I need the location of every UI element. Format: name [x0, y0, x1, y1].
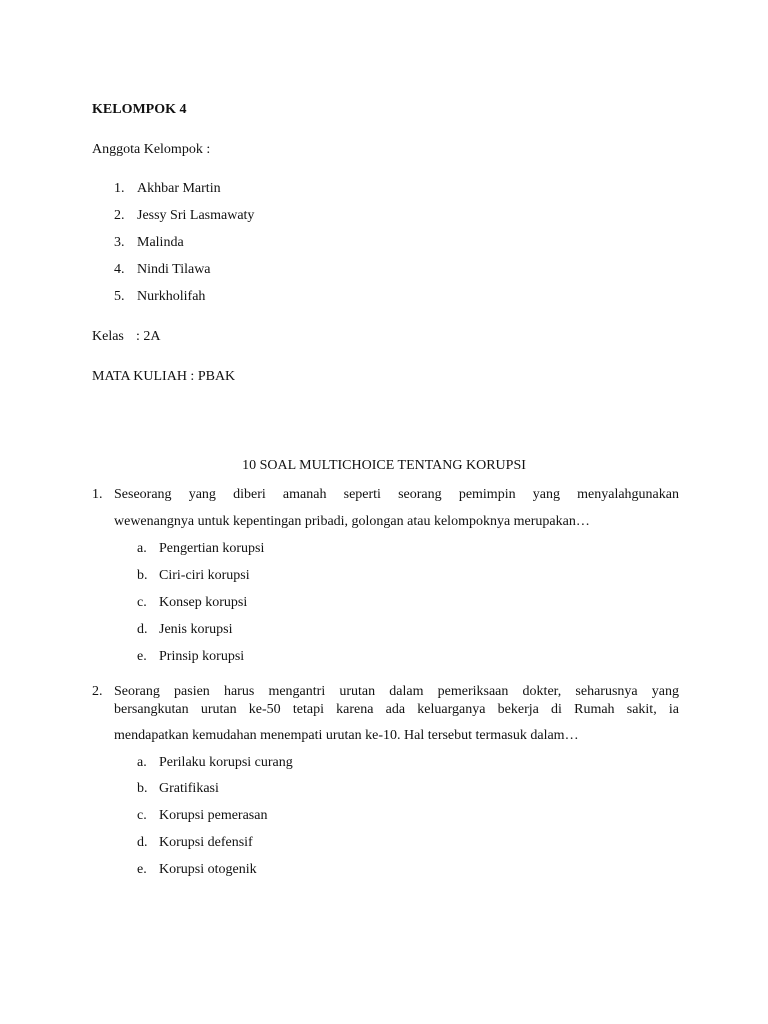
option-letter: d.: [137, 622, 148, 637]
option-letter: b.: [137, 781, 148, 796]
class-value: : 2A: [136, 329, 161, 344]
question-number: 2.: [92, 684, 103, 699]
class-label: Kelas: [92, 329, 124, 344]
option-letter: d.: [137, 835, 148, 850]
question-number: 1.: [92, 487, 103, 502]
member-number: 2.: [114, 208, 125, 223]
member-name: Malinda: [137, 235, 184, 250]
option-letter: c.: [137, 808, 147, 823]
member-number: 3.: [114, 235, 125, 250]
option-text: Gratifikasi: [159, 781, 219, 796]
option-text: Korupsi defensif: [159, 835, 253, 850]
option-text: Korupsi pemerasan: [159, 808, 268, 823]
member-number: 1.: [114, 181, 125, 196]
question-text-line: Seorang pasien harus mengantri urutan dalam pemeriksaan dokter, seharusnya yang: [114, 684, 679, 699]
option-text: Perilaku korupsi curang: [159, 755, 293, 770]
option-text: Korupsi otogenik: [159, 862, 257, 877]
member-name: Nindi Tilawa: [137, 262, 211, 277]
quiz-title: 10 SOAL MULTICHOICE TENTANG KORUPSI: [242, 458, 526, 473]
question-text-line: mendapatkan kemudahan menempati urutan ke-10. Hal tersebut termasuk dalam…: [114, 728, 579, 743]
question-text-line: Seseorang yang diberi amanah seperti seorang pemimpin yang menyalahgunakan: [114, 487, 679, 502]
option-letter: b.: [137, 568, 148, 583]
course-label: MATA KULIAH : PBAK: [92, 369, 236, 384]
option-text: Konsep korupsi: [159, 595, 248, 610]
option-letter: e.: [137, 862, 147, 877]
option-letter: a.: [137, 541, 147, 556]
members-label: Anggota Kelompok :: [92, 142, 211, 157]
option-text: Ciri-ciri korupsi: [159, 568, 250, 583]
option-letter: c.: [137, 595, 147, 610]
group-title: KELOMPOK 4: [92, 102, 187, 117]
option-text: Pengertian korupsi: [159, 541, 265, 556]
question-text-line: bersangkutan urutan ke-50 tetapi karena ada keluarganya bekerja di Rumah sakit, ia: [114, 702, 679, 717]
option-letter: e.: [137, 649, 147, 664]
member-name: Akhbar Martin: [137, 181, 221, 196]
option-text: Prinsip korupsi: [159, 649, 245, 664]
option-letter: a.: [137, 755, 147, 770]
option-text: Jenis korupsi: [159, 622, 233, 637]
member-number: 5.: [114, 289, 125, 304]
member-name: Nurkholifah: [137, 289, 206, 304]
question-text-line: wewenangnya untuk kepentingan pribadi, golongan atau kelompoknya merupakan…: [114, 514, 590, 529]
member-number: 4.: [114, 262, 125, 277]
member-name: Jessy Sri Lasmawaty: [137, 208, 255, 223]
